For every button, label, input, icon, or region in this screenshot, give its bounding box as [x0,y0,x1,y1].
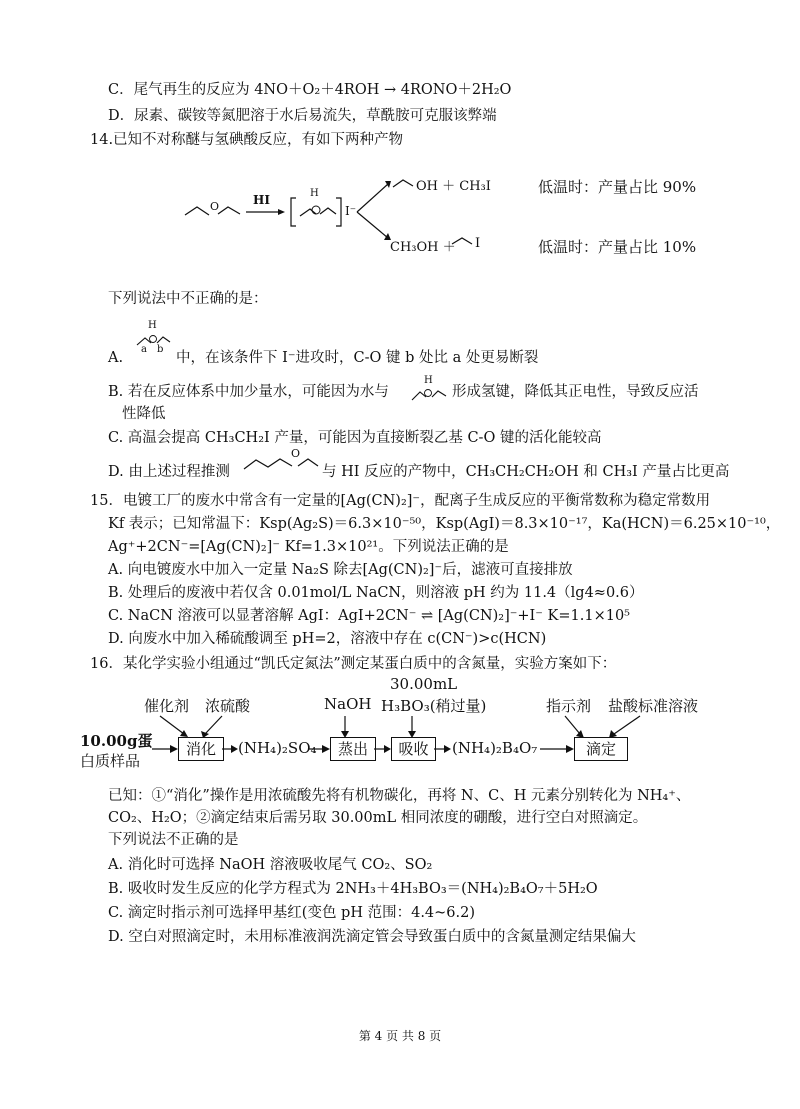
q16-known-line1: 已知：①“消化”操作是用浓硫酸先将有机物碳化，再将 N、C、H 元素分别转化为 NH₄⁺、 [108,788,691,804]
q14-option-a-prefix: A. [108,350,124,366]
q13-option-c: C．尾气再生的反应为 4NO＋O₂＋4ROH → 4RONO＋2H₂O [108,82,512,98]
q16-question: 下列说法不正确的是 [108,832,239,848]
q14-option-c: C. 高温会提高 CH₃CH₂I 产量，可能因为直接断裂乙基 C-O 键的活化能较高 [108,430,602,446]
flow-conc-acid: 浓硫酸 [205,697,251,715]
flow-box-distill: 蒸出 [330,737,376,761]
q15-option-a: A. 向电镀废水中加入一定量 Na₂S 除去[Ag(CN)₂]⁻后，滤液可直接排放 [108,562,573,578]
q15-line3: Ag⁺+2CN⁻=[Ag(CN)₂]⁻ Kf=1.3×10²¹。下列说法正确的是 [108,539,509,555]
product-top: OH ＋ CH₃I [416,179,491,194]
page-footer: 第 4 页 共 8 页 [358,1029,442,1043]
flow-naoh: NaOH [324,695,372,713]
q16-option-d: D. 空白对照滴定时，未用标准液润洗滴定管会导致蛋白质中的含氮量测定结果偏大 [108,929,636,945]
q14-option-b-line1-end: 形成氢键，降低其正电性，导致反应活 [452,384,699,400]
optA-charge-icon [150,336,157,343]
flow-indicator: 指示剂 [546,697,592,715]
oxonium-right-bond [320,208,336,214]
q16-option-b: B. 吸收时发生反应的化学方程式为 2NH₃＋4H₃BO₃＝(NH₄)₂B₄O₇＋5H₂O [108,881,598,897]
q15-option-d: D. 向废水中加入稀硫酸调至 pH=2，溶液中存在 c(CN⁻)>c(HCN) [108,631,547,647]
optD-methyl-bond [298,459,318,466]
branch-arrowhead-up [385,181,391,188]
optD-chain-bond [244,459,292,469]
q15-option-b: B. 处理后的废液中若仅含 0.01mol/L NaCN，则溶液 pH 约为 11.4（lg4≈0.6） [108,585,644,601]
q14-question: 下列说法中不正确的是： [108,291,268,307]
optB-charge-icon [425,390,432,397]
q16-option-a: A. 消化时可选择 NaOH 溶液吸收尾气 CO₂、SO₂ [108,857,433,873]
optA-right-bond [157,337,170,343]
note-bottom: 低温时：产量占比 10% [538,238,697,256]
branch-arrow-up [357,184,388,212]
flow-sample-line1: 10.00g蛋 [80,732,153,750]
iodide-anion: I⁻ [345,204,357,218]
ethanol-bond [393,180,413,187]
oxonium-charge-icon [312,206,320,214]
q14-option-d-suffix: 与 HI 反应的产物中，CH₃CH₂CH₂OH 和 CH₃I 产量占比更高 [322,464,730,480]
ether-oxygen-label: O [210,200,220,213]
flow-boric: H₃BO₃(稍过量) [381,697,487,715]
note-top: 低温时：产量占比 90% [538,178,697,196]
optA-b-label: b [157,344,164,355]
q15-line1: 15．电镀工厂的废水中常含有一定量的[Ag(CN)₂]⁻，配离子生成反应的平衡常数称为稳定常数用 [90,493,711,509]
left-bracket [291,198,296,226]
q15-option-c: C. NaCN 溶液可以显著溶解 AgI：AgI+2CN⁻ ⇌ [Ag(CN)₂]⁻+I⁻ K=1.1×10⁵ [108,608,630,624]
q15-line2: Kf 表示；已知常温下：Ksp(Ag₂S)＝6.3×10⁻⁵⁰，Ksp(AgI)＝8.3×10⁻¹⁷，Ka(HCN)＝6.25×10⁻¹⁰， [108,516,781,532]
optB-h-label: H [424,375,433,386]
optD-oxygen-label: O [291,447,301,460]
oxonium-h-label: H [310,188,319,199]
reagent-hi: HI [253,193,270,207]
q14-option-a: 中，在该条件下 I⁻进攻时，C-O 键 b 处比 a 处更易断裂 [176,350,539,366]
oxonium-left-bond [300,209,316,216]
flow-product2: (NH₄)₂B₄O₇ [452,739,538,757]
flow-box-absorb: 吸收 [391,737,436,761]
flow-box-digest: 消化 [178,737,224,761]
q16-stem: 16．某化学实验小组通过“凯氏定氮法”测定某蛋白质中的含氮量，实验方案如下： [90,656,617,672]
flow-catalyst: 催化剂 [144,697,190,715]
flow-hcl: 盐酸标准溶液 [608,697,699,715]
q16-option-c: C. 滴定时指示剂可选择甲基红(变色 pH 范围：4.4~6.2) [108,905,476,921]
optA-h-label: H [148,320,157,331]
product-bottom-iodide: I [475,236,481,251]
q16-known-line2: CO₂、H₂O；②滴定结束后需另取 30.00mL 相同浓度的硼酸，进行空白对照滴定。 [108,810,648,826]
reaction-arrowhead [278,209,285,215]
flow-sample-line2: 白质样品 [80,752,141,770]
q14-stem: 14.已知不对称醚与氢碘酸反应，有如下两种产物 [90,132,404,148]
q14-option-b-line2: 性降低 [122,406,166,422]
q14-option-d-prefix: D. 由上述过程推测 [108,464,230,480]
q14-option-b-line1: B. 若在反应体系中加少量水，可能因为水与 [108,384,389,400]
optA-a-label: a [141,344,147,355]
flow-box-titrate: 滴定 [574,737,628,761]
right-bracket [336,198,341,226]
flow-volume: 30.00mL [390,675,458,693]
flow-product1: (NH₄)₂SO₄ [238,739,317,757]
ether-right-bond [218,207,240,214]
optB-right-bond [432,391,446,397]
optB-left-bond [412,392,426,400]
branch-arrow-down [357,212,388,238]
ether-left-bond [185,207,209,215]
q13-option-d: D．尿素、碳铵等氮肥溶于水后易流失，草酰胺可克服该弊端 [108,108,497,124]
product-bottom: CH₃OH ＋ [390,240,456,255]
